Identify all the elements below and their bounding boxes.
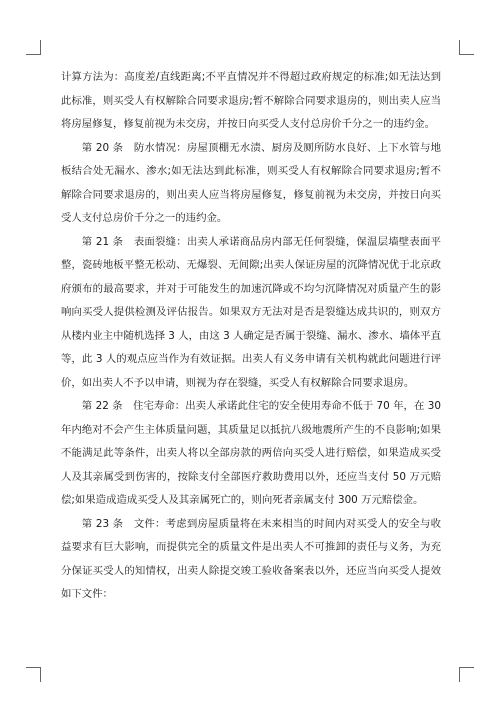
crop-mark-top-right — [459, 40, 474, 55]
paragraph-continuation: 计算方法为：高度差/直线距离;不平直情况并不得超过政府规定的标准;如无法达到此标准，则买受人有权解除合同要求退房;暂不解除合同要求退房的，则出卖人应当将房屋修复，修复前视为未交房，并按日向买受人支付总房价千分之一的违约金。 — [61, 71, 441, 130]
article-20-paragraph: 第 20 条 防水情况：房屋顶棚无水渍、厨房及厕所防水良好、上下水管与地板结合处无漏水、渗水;如无法达到此标准，则买受人有权解除合同要求退房;暂不解除合同要求退房的，则出卖人应当将房屋修复，修复前视为未交房，并按日向买受人支付总房价千分之一的违约金。 — [61, 141, 441, 224]
document-body — [61, 66, 441, 607]
article-22-paragraph: 第 22 条 住宅寿命：出卖人承诺此住宅的安全使用寿命不低于 70 年，在 30 年内绝对不会产生主体质量问题，其质量足以抵抗八级地震所产生的不良影响;如果不能满足此等条件，出卖人将以全部房款的两倍向买受人进行赔偿，如果造成买受人及其亲属受到伤害的，按除支付全部医疗救助费用以外，还应当支付 50 万元赔偿;如果造成造成买受人及其亲属死亡的，则向死者亲属支付 300 万元赔偿金。 — [61, 400, 441, 506]
crop-mark-bottom-left — [26, 667, 41, 682]
crop-mark-top-left — [26, 40, 41, 55]
article-21-paragraph: 第 21 条 表面裂缝：出卖人承诺商品房内部无任何裂缝，保温层墙壁表面平整，瓷砖地板平整无松动、无爆裂、无间隙;出卖人保证房屋的沉降情况优于北京政府颁布的最高要求，并对于可能发生的加速沉降或不均匀沉降情况对质量产生的影响向买受人提供检测及评估报告。如果双方无法对是否是裂缝达成共识的，则双方从楼内业主中随机选择 3 人，由这 3 人确定是否属于裂缝、漏水、渗水、墙体平直等，此 3 人的观点应当作为有效证据。出卖人有义务申请有关机构就此问题进行评价，如出卖人不予以申请，则视为存在裂缝，买受人有权解除合同要求退房。 — [61, 235, 441, 389]
article-23-paragraph: 第 23 条 文件：考虑到房屋质量将在未来相当的时间内对买受人的安全与收益要求有巨大影响，而提供完全的质量文件是出卖人不可推卸的责任与义务，为充分保证买受人的知情权，出卖人除提交竣工验收备案表以外，还应当向买受人提效如下文件： — [61, 517, 441, 600]
crop-mark-bottom-right — [459, 667, 474, 682]
